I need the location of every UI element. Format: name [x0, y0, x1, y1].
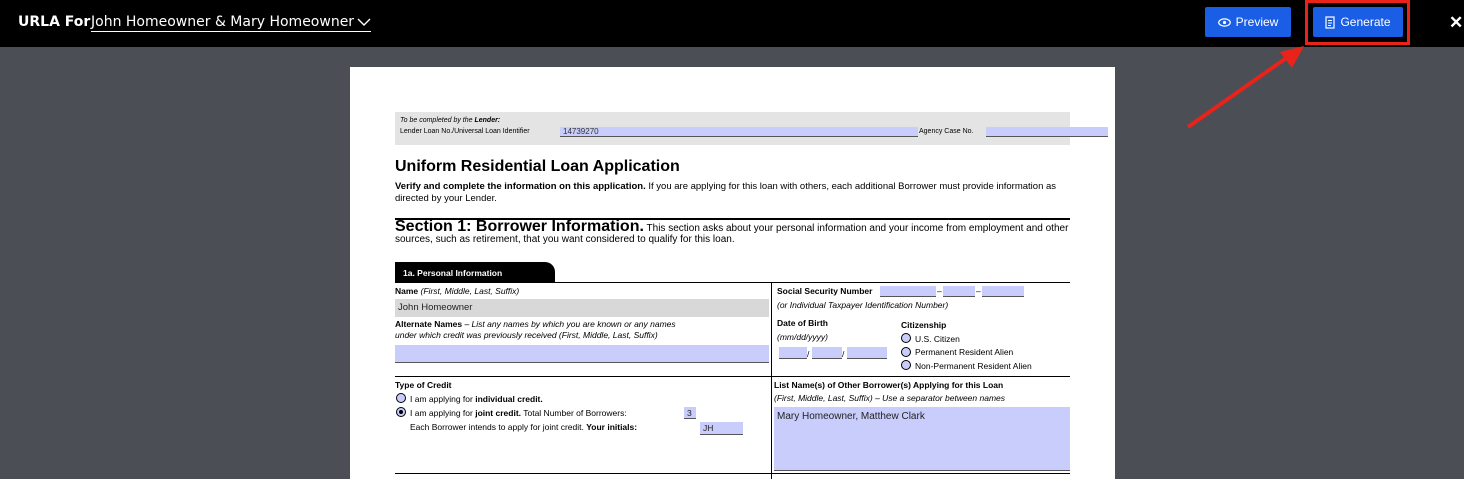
individual-credit-label: I am applying for individual credit.	[410, 394, 543, 404]
name-field[interactable]: John Homeowner	[395, 299, 769, 317]
divider	[395, 376, 1070, 377]
preview-label: Preview	[1235, 15, 1279, 29]
document-title: Uniform Residential Loan Application	[395, 158, 680, 175]
chevron-down-icon	[357, 17, 371, 27]
dob-hint: (mm/dd/yyyy)	[777, 332, 828, 342]
section-heading: Section 1: Borrower Information. This section asks about your personal information and your income from employment and other sources, such as retirement, that you want considered to qualify for this loan.	[395, 218, 1069, 245]
ssn-field-3[interactable]	[982, 286, 1024, 297]
app-title: URLA For	[18, 14, 91, 30]
annotation-highlight-box	[1305, 0, 1410, 45]
loan-no-label: Lender Loan No./Universal Loan Identifier	[400, 128, 530, 135]
annotation-arrow-icon	[1180, 40, 1310, 135]
lender-note: To be completed by the Lender:	[400, 117, 501, 124]
agency-case-field[interactable]	[986, 127, 1108, 137]
dob-year-field[interactable]	[847, 347, 887, 359]
individual-credit-radio[interactable]	[396, 393, 406, 403]
dob-label: Date of Birth	[777, 318, 828, 328]
alt-names-hint: under which credit was previously received (First, Middle, Last, Suffix)	[395, 330, 658, 340]
divider	[395, 282, 1070, 283]
non-permanent-resident-option: Non-Permanent Resident Alien	[915, 361, 1032, 371]
citizen-option: U.S. Citizen	[915, 334, 960, 344]
other-borrowers-field[interactable]: Mary Homeowner, Matthew Clark	[774, 407, 1070, 471]
ssn-field-1[interactable]	[880, 286, 936, 297]
owner-dropdown[interactable]	[91, 14, 371, 32]
close-icon[interactable]: ✕	[1449, 13, 1464, 32]
lender-box	[395, 112, 1070, 145]
citizen-radio[interactable]	[901, 333, 911, 343]
ssn-dash: –	[976, 286, 981, 296]
divider	[395, 473, 1070, 474]
agency-case-label: Agency Case No.	[919, 128, 974, 135]
eye-icon	[1218, 18, 1231, 27]
other-borrowers-label: List Name(s) of Other Borrower(s) Applying for this Loan	[774, 380, 1004, 390]
dob-month-field[interactable]	[779, 347, 810, 359]
ssn-field-2[interactable]	[943, 286, 975, 297]
urla-document-page	[350, 67, 1115, 479]
dob-day-field[interactable]	[812, 347, 845, 359]
alt-names-field[interactable]	[395, 345, 769, 363]
permanent-resident-option: Permanent Resident Alien	[915, 347, 1014, 357]
ssn-dash: –	[937, 286, 942, 296]
preview-button[interactable]	[1205, 7, 1291, 37]
divider	[771, 282, 772, 479]
other-borrowers-hint: (First, Middle, Last, Suffix) – Use a separator between names	[774, 393, 1006, 403]
owner-name: John Homeowner & Mary Homeowner	[91, 14, 355, 30]
permanent-resident-radio[interactable]	[901, 347, 911, 357]
dob-slash: /	[842, 349, 845, 359]
dob-slash: /	[807, 349, 810, 359]
loan-no-field[interactable]: 14739270	[560, 127, 918, 137]
name-label: Name (First, Middle, Last, Suffix)	[395, 286, 520, 296]
total-borrowers-field[interactable]: 3	[684, 407, 696, 419]
personal-info-tab: 1a. Personal Information	[395, 262, 555, 282]
non-permanent-resident-radio[interactable]	[901, 360, 911, 370]
citizenship-label: Citizenship	[901, 320, 947, 330]
generate-label: Generate	[1340, 15, 1391, 29]
initials-label: Each Borrower intends to apply for joint credit. Your initials:	[410, 422, 638, 432]
joint-credit-radio[interactable]	[396, 407, 406, 417]
ssn-hint: (or Individual Taxpayer Identification Number)	[777, 300, 949, 310]
joint-credit-label: I am applying for joint credit. Total Number of Borrowers:	[410, 408, 627, 418]
initials-field[interactable]: JH	[700, 422, 743, 435]
alt-names-label: Alternate Names – List any names by which you are known or any names	[395, 319, 676, 329]
verify-text: Verify and complete the information on this application. If you are applying for this loan with others, each additional Borrower must provide information as directed by your Lender.	[395, 181, 1057, 204]
credit-type-label: Type of Credit	[395, 380, 452, 390]
ssn-label: Social Security Number	[777, 286, 873, 296]
